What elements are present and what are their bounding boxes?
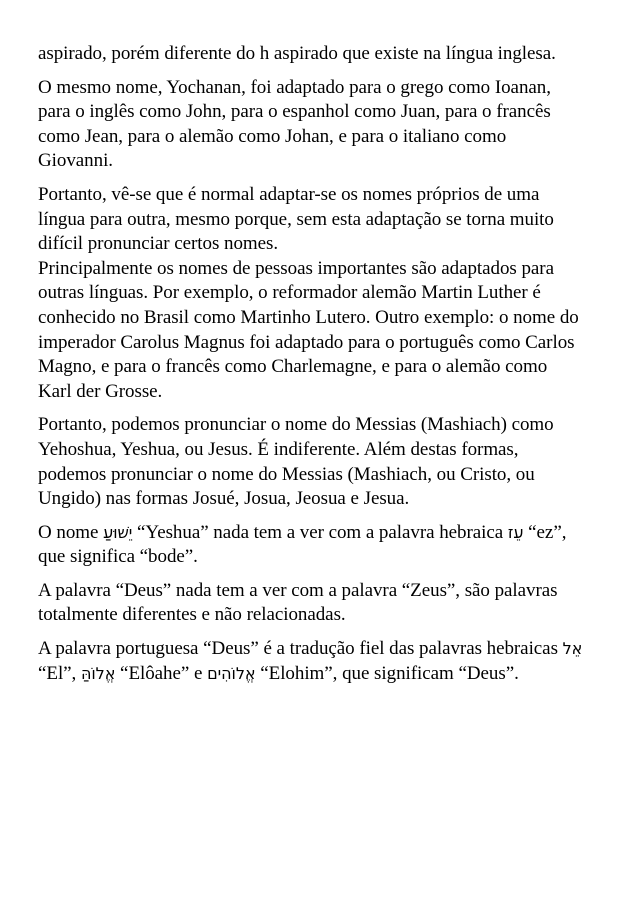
paragraph-yeshua-bode (38, 521, 583, 570)
text-segment: “El”, (38, 662, 81, 684)
paragraph-aspirado: aspirado, porém diferente do h aspirado que existe na língua inglesa. (38, 43, 556, 64)
text-segment: “Elohim”, que significam “Deus”. (255, 662, 519, 684)
hebrew-word-eloah: אֱלוֹהַּ (80, 663, 116, 683)
paragraph-deus-zeus: A palavra “Deus” nada tem a ver com a palavra “Zeus”, são palavras totalmente diferentes e não relacionadas. (38, 579, 558, 626)
text-segment: “Yeshua” nada tem a ver com a palavra hebraica (132, 521, 508, 543)
document-page (38, 42, 583, 695)
text-segment: “Elôahe” e (115, 662, 208, 684)
hebrew-word-el: אֵל (562, 639, 583, 659)
paragraph-deus-traducao (38, 637, 583, 686)
paragraph-nomes-importantes: Principalmente os nomes de pessoas importantes são adaptados para outras línguas. Por exemplo, o reformador alemão Martin Luther é conhecido no Brasil como Martinho Lutero. Outro exemplo: o nome do imperador Carolus Magnus foi adaptado para o português como Carlos Magno, e para o francês como Charlemagne, e para o alemão como Karl der Grosse. (38, 257, 579, 402)
text-segment: A palavra portuguesa “Deus” é a tradução fiel das palavras hebraicas (38, 638, 563, 660)
text-segment: O nome (38, 521, 104, 543)
hebrew-word-elohim: אֱלוֹהִים (207, 663, 256, 683)
hebrew-word-ez: עֵז (507, 522, 524, 542)
hebrew-word-yeshua: יֵשׁוּעַ (103, 522, 133, 542)
paragraph-nome-messias: Portanto, podemos pronunciar o nome do Messias (Mashiach) como Yehoshua, Yeshua, ou Jesus. É indiferente. Além destas formas, podemos pronunciar o nome do Messias (Mashiach, ou Cristo, ou Ungido) nas formas Josué, Josua, Jeosua e Jesua. (38, 414, 554, 510)
text-segment: “ez”, que significa “bode”. (38, 521, 567, 568)
paragraph-adaptar-nomes: Portanto, vê-se que é normal adaptar-se os nomes próprios de uma língua para outra, mesmo porque, sem esta adaptação se torna muito difícil pronunciar certos nomes. (38, 183, 554, 255)
paragraph-yochanan: O mesmo nome, Yochanan, foi adaptado para o grego como Ioanan, para o inglês como John, para o espanhol como Juan, para o francês como Jean, para o alemão como Johan, e para o italiano como Giovanni. (38, 76, 551, 172)
